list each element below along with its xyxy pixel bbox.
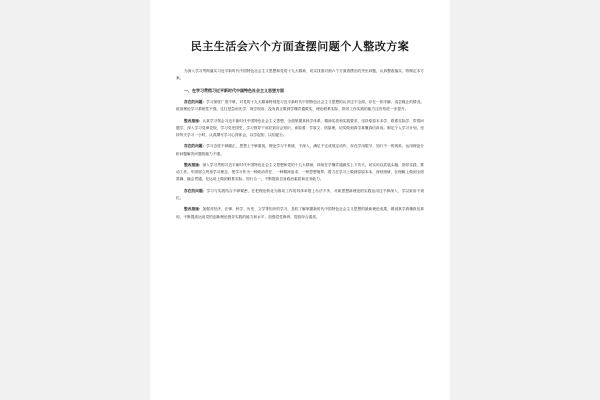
paragraph-lead: 整改措施： bbox=[184, 118, 203, 123]
paragraph-problem-3 bbox=[176, 188, 424, 202]
paragraph-measure-1 bbox=[176, 118, 424, 140]
document-page bbox=[150, 0, 450, 400]
paragraph-measure-3 bbox=[176, 206, 424, 220]
paragraph-lead: 整改措施： bbox=[184, 207, 203, 212]
paragraph-problem-1 bbox=[176, 99, 424, 113]
paragraph-lead: 存在的问题： bbox=[184, 100, 207, 104]
intro-paragraph: 为深入学习贯彻落实习近平新时代中国特色社会主义思想和党的十九大精神，切实找准对照六个方面查摆出的突出问题，认真整改落实，特制定本方案。 bbox=[176, 69, 424, 81]
paragraph-body: 学习深度广度不够，对党的十九大精神特别是习近平新时代中国特色社会主义思想的认识还不全面，存在一知半解、浅尝辄止的情况。政治理论学习系统性不强，往往是急用先学、现学现用，没有真正做到学懂弄通做实，理论联系实际、指导工作实践的能力还有待进一步提升。 bbox=[176, 100, 424, 112]
paragraph-measure-2 bbox=[176, 162, 424, 184]
paragraph-body: 深入学习贯彻习近平新时代中国特色社会主义思想和党的十九大精神，持续在学懂弄通做实上下功夫，切实用以武装头脑、指导实践、推动工作。牢固树立终身学习理念，把学习作为一种政治责任、一种精神追求、一种思想境界，着力在学习上做到原原本本、深钻细研，在理解上做到全面准确、融会贯通，在运用上做到联系实际、知行合一，不断提高自身政治素质和业务能力。 bbox=[176, 162, 424, 182]
paragraph-body: 学习态度不够端正，思想上不够重视，理论学习不系统、不深入，满足于完成规定动作，存在学用脱节、知行不一的现象，运用理论分析问题解决问题的能力不强。 bbox=[176, 144, 424, 156]
paragraph-body: 学习与实践结合不够紧密，在把理论转化为推动工作的具体举措上办法不多，对新思想新理论的实践运用还不够深入，学以致用不到位。 bbox=[176, 188, 425, 200]
paragraph-lead: 存在的问题： bbox=[184, 144, 207, 149]
paragraph-lead: 整改措施： bbox=[184, 162, 203, 167]
document-title: 民主生活会六个方面查摆问题个人整改方案 bbox=[190, 40, 410, 53]
paragraph-lead: 存在的问题： bbox=[184, 188, 207, 193]
paragraph-body: 加强对经济、法律、科学、历史、文学等知识的学习，及时了解掌握新时代中国特色社会主义思想的最新理论成果，做到真学真懂真信真用，不断提高运用党的创新理论指导实践的能力和水平，加强党性修养，提高综合素质。 bbox=[176, 207, 424, 219]
paragraph-problem-2 bbox=[176, 143, 424, 157]
paragraph-body: 认真学习领会习近平新时代中国特色社会主义思想，全面掌握其科学体系、精神实质和实践要求，坚持原原本本学、联系实际学、带着问题学，深入学习党章党规，学习党史国史，学习领导干部应知应会知识，读原著、学原文、悟原理，切实做到真学真懂真信真用。制定个人学习计划，坚持每天学习一小时，认真撰写学习心得体会，以学促知、以知促行。 bbox=[176, 118, 424, 137]
section-heading: 一、在学习贯彻习近平新时代中国特色社会主义思想方面 bbox=[184, 87, 284, 93]
